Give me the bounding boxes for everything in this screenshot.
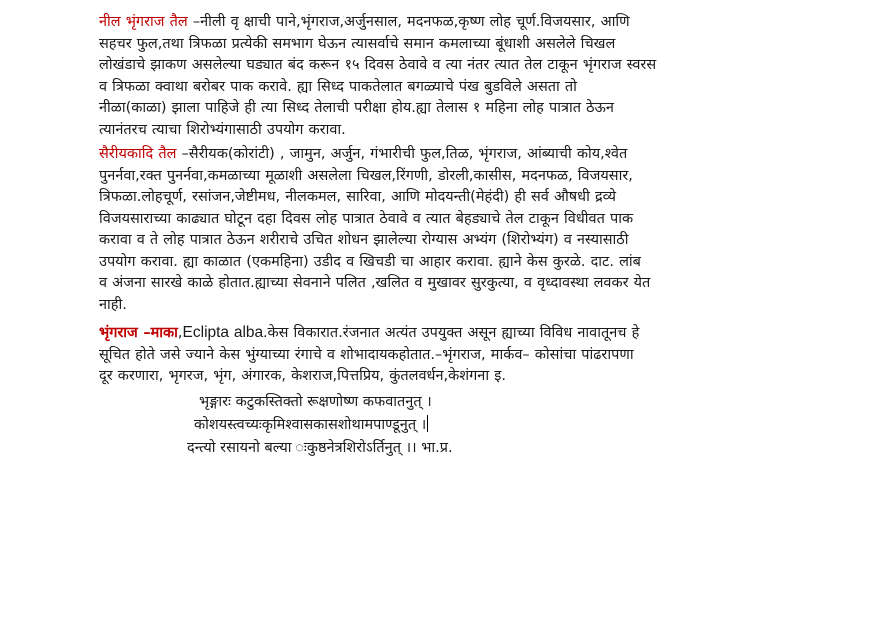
heading-bhringraj-maka: भृंगराज –माका: [99, 325, 178, 341]
paragraph-bhringraj-maka: [99, 322, 789, 388]
text-line: विजयसाराच्या काढ्यात घोटून दहा दिवस लोह पात्रात ठेवावे व त्यात बेहड्याचे तेल टाकून विधीवत पाक: [99, 210, 634, 227]
text-line: सहचर फुल,तथा त्रिफळा प्रत्येकी समभाग घेऊन त्यासर्वाचे समान कमलाच्या बूंधाशी असलेले चिखल: [99, 35, 616, 52]
text-line-content: केस विकारात.रंजनात अत्यंत उपयुक्त असून ह्याच्या विविध नावातूनच हे: [267, 325, 640, 341]
text-line: त्यानंतरच त्याचा शिरोभ्यंगासाठी उपयोग करावा.: [99, 121, 346, 138]
text-line: नाही.: [99, 296, 127, 313]
text-line-content: –सैरीयक(कोरांटी) , जामुन, अर्जुन, गंभारीची फुल,तिळ, भृंगराज, आंब्याची कोय,श्वेत: [176, 146, 628, 162]
text-line-content: –नीली वृ क्षाची पाने,भृंगराज,अर्जुनसाल, मदनफळ,कृष्ण लोह चूर्ण.विजयसार, आणि: [187, 14, 630, 30]
text-line: व अंजना सारखे काळे होतात.ह्याच्या सेवनाने पलित ,खलित व मुखावर सुरकुत्या, व वृध्दावस्था लवकर येत: [99, 275, 651, 291]
text-line: नीळा(काळा) झाला पाहिजे ही त्या सिध्द तेलाची परीक्षा होय.ह्या तेलास १ महिना लोह पात्रात ठेऊन: [99, 100, 614, 116]
shloka-line-2: [99, 414, 789, 437]
shloka-line-2-text: कोशयस्त्वच्यःकृमिश्वासकासशोथामपाण्डूनुत् ।: [194, 416, 427, 433]
latin-name: Eclipta alba.: [182, 324, 268, 341]
paragraph-sairiyakadi-tail: [99, 144, 789, 316]
heading-neel-bhringraj-tail: नील भृंगराज तैल: [99, 14, 188, 30]
shloka-line-1: भृङ्गारः कटुकस्तिक्तो रूक्षणोष्ण कफवातनुत् ।: [199, 393, 432, 410]
text-line: व त्रिफळा क्वाथा बरोबर पाक करावे. ह्या सिध्द पाकतेलात बगळ्याचे पंख बुडविले असता तो: [99, 78, 577, 95]
heading-sairiyakadi-tail: सैरीयकादि तैल: [99, 146, 177, 162]
text-line: [99, 12, 789, 34]
text-line: लोखंडाचे झाकण असलेल्या घड्यात बंद करून १५ दिवस ठेवावे व त्या नंतर त्यात तेल टाकून भृंगराज स्वरस: [99, 57, 657, 73]
text-line: [99, 144, 789, 166]
text-line: करावा व ते लोह पात्रात ठेऊन शरीराचे उचित शोधन झालेल्या रोग्यास अभ्यंग (शिरोभ्यंग) व नस्यासाठी: [99, 232, 629, 248]
paragraph-neel-bhringraj-tail: [99, 12, 789, 141]
text-line: दूर करणारा, भृगरज, भृंग, अंगारक, केशराज,पित्तप्रिय, कुंतलवर्धन,केशंगना इ.: [99, 368, 506, 384]
text-cursor: [427, 415, 428, 432]
sanskrit-shloka: [99, 391, 789, 460]
text-line: उपयोग करावा. ह्या काळात (एकमहिना) उडीद व खिचडी चा आहार करावा. ह्याने केस कुरळे. दाट. लांब: [99, 253, 641, 270]
heading-comma: ,: [177, 325, 183, 341]
document-page: [99, 12, 789, 460]
shloka-line-3: दन्त्यो रसायनो बल्या ःकुष्ठनेत्रशिरोऽर्तिनुत् ।। भा.प्र.: [187, 439, 453, 456]
text-line: पुनर्नवा,रक्त पुनर्नवा,कमळाच्या मूळाशी असलेला चिखल,रिंगणी, डोरली,कासीस, मदनफळ, विजयसार,: [99, 167, 633, 184]
text-line: [99, 322, 789, 345]
text-line: सूचित होते जसे ज्याने केस भुंग्याच्या रंगाचे व शोभादायकहोतात.–भृंगराज, मार्कव– कोसांचा पांढरापणा: [99, 346, 634, 363]
text-line: त्रिफळा.लोहचूर्ण, रसांजन,जेष्टीमध, नीलकमल, सारिवा, आणि मोदयन्ती(मेहंदी) ही सर्व औषधी द्रव्ये: [99, 189, 617, 205]
